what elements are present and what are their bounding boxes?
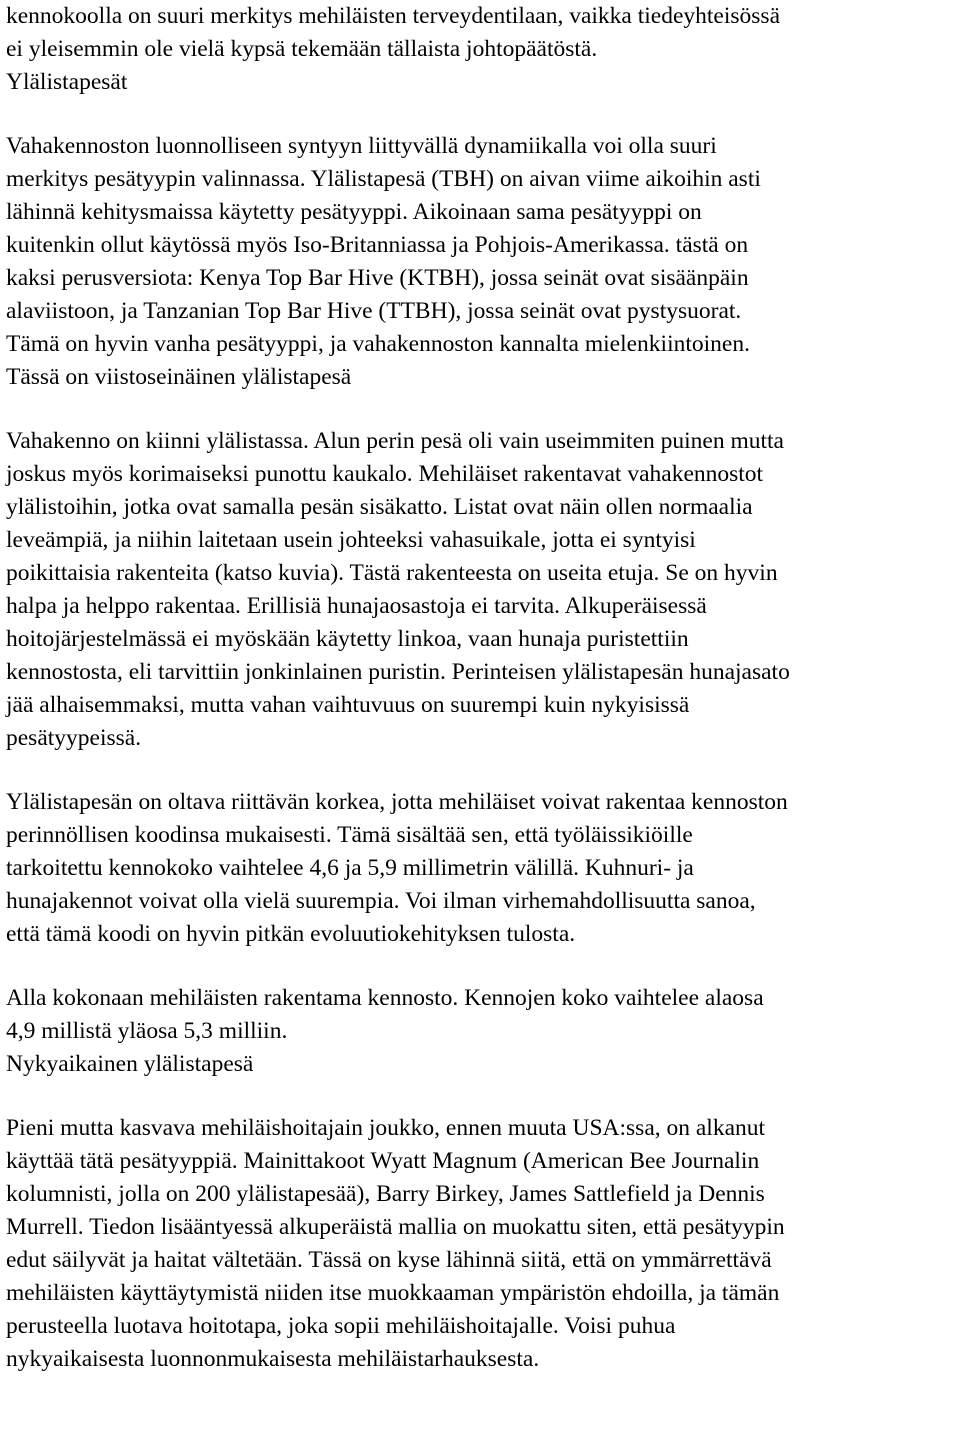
text-line: Vahakenno on kiinni ylälistassa. Alun perin pesä oli vain useimmiten puinen mutta [6,428,784,454]
text-line: nykyaikaisesta luonnonmukaisesta mehiläistarhauksesta. [6,1346,540,1372]
text-line: leveämpiä, ja niihin laitetaan usein johteeksi vahasuikale, jotta ei syntyisi [6,527,696,553]
section1-paragraph [6,130,952,361]
section-heading-ylalistapesat: Ylälistapesät [6,69,128,95]
section-heading-nykyaikainen: Nykyaikainen ylälistapesä [6,1051,254,1077]
text-line: ei yleisemmin ole vielä kypsä tekemään tällaista johtopäätöstä. [6,36,598,62]
text-line: kennokoolla on suuri merkitys mehiläisten terveydentilaan, vaikka tiedeyhteisössä [6,3,780,29]
section3-paragraph [6,786,952,951]
text-line: halpa ja helppo rakentaa. Erillisiä hunajaosastoja ei tarvita. Alkuperäisessä [6,593,707,619]
text-line: Murrell. Tiedon lisääntyessä alkuperäistä mallia on muokattu siten, että pesätyypin [6,1214,785,1240]
text-line: 4,9 millistä yläosa 5,3 milliin. [6,1018,288,1044]
text-line: käyttää tätä pesätyyppiä. Mainittakoot Wyatt Magnum (American Bee Journalin [6,1148,760,1174]
text-line: poikittaisia rakenteita (katso kuvia). Tästä rakenteesta on useita etuja. Se on hyvin [6,560,778,586]
text-line: Pieni mutta kasvava mehiläishoitajain joukko, ennen muuta USA:ssa, on alkanut [6,1115,766,1141]
text-line: että tämä koodi on hyvin pitkän evoluutiokehityksen tulosta. [6,921,576,947]
text-line: jää alhaisemmaksi, mutta vahan vaihtuvuus on suurempi kuin nykyisissä [6,692,690,718]
text-line: kennostosta, eli tarvittiin jonkinlainen puristin. Perinteisen ylälistapesän hunajasato [6,659,790,685]
text-line: lähinnä kehitysmaissa käytetty pesätyyppi. Aikoinaan sama pesätyyppi on [6,199,702,225]
text-line: hoitojärjestelmässä ei myöskään käytetty linkoa, vaan hunaja puristettiin [6,626,689,652]
text-line: tarkoitettu kennokoko vaihtelee 4,6 ja 5,9 millimetrin välillä. Kuhnuri- ja [6,855,694,881]
text-line: ylälistoihin, jotka ovat samalla pesän sisäkatto. Listat ovat näin ollen normaalia [6,494,753,520]
text-line: Alla kokonaan mehiläisten rakentama kennosto. Kennojen koko vaihtelee alaosa [6,985,764,1011]
section-heading-viistoseinainen: Tässä on viistoseinäinen ylälistapesä [6,364,352,390]
text-line: hunajakennot voivat olla vielä suurempia. Voi ilman virhemahdollisuutta sanoa, [6,888,756,914]
text-line: mehiläisten käyttäytymistä niiden itse muokkaaman ympäristön ehdoilla, ja tämän [6,1280,780,1306]
text-line: kolumnisti, jolla on 200 ylälistapesää), Barry Birkey, James Sattlefield ja Dennis [6,1181,765,1207]
section2-paragraph [6,425,952,755]
text-line: perusteella luotava hoitotapa, joka sopii mehiläishoitajalle. Voisi puhua [6,1313,676,1339]
intro-paragraph [6,0,952,66]
text-line: Ylälistapesän on oltava riittävän korkea, jotta mehiläiset voivat rakentaa kennoston [6,789,788,815]
text-line: kaksi perusversiota: Kenya Top Bar Hive (KTBH), jossa seinät ovat sisäänpäin [6,265,749,291]
text-line: alaviistoon, ja Tanzanian Top Bar Hive (TTBH), jossa seinät ovat pystysuorat. [6,298,742,324]
text-line: joskus myös korimaiseksi punottu kaukalo. Mehiläiset rakentavat vahakennostot [6,461,764,487]
text-line: edut säilyvät ja haitat vältetään. Tässä on kyse lähinnä siitä, että on ymmärrettävä [6,1247,772,1273]
section5-paragraph [6,1112,952,1376]
text-line: perinnöllisen koodinsa mukaisesti. Tämä sisältää sen, että työläissikiöille [6,822,693,848]
text-line: merkitys pesätyypin valinnassa. Ylälistapesä (TBH) on aivan viime aikoihin asti [6,166,761,192]
section4-paragraph [6,982,952,1048]
text-line: pesätyypeissä. [6,725,142,751]
text-line: kuitenkin ollut käytössä myös Iso-Britanniassa ja Pohjois-Amerikassa. tästä on [6,232,749,258]
text-line: Tämä on hyvin vanha pesätyyppi, ja vahakennoston kannalta mielenkiintoinen. [6,331,750,357]
text-line: Vahakennoston luonnolliseen syntyyn liittyvällä dynamiikalla voi olla suuri [6,133,717,159]
